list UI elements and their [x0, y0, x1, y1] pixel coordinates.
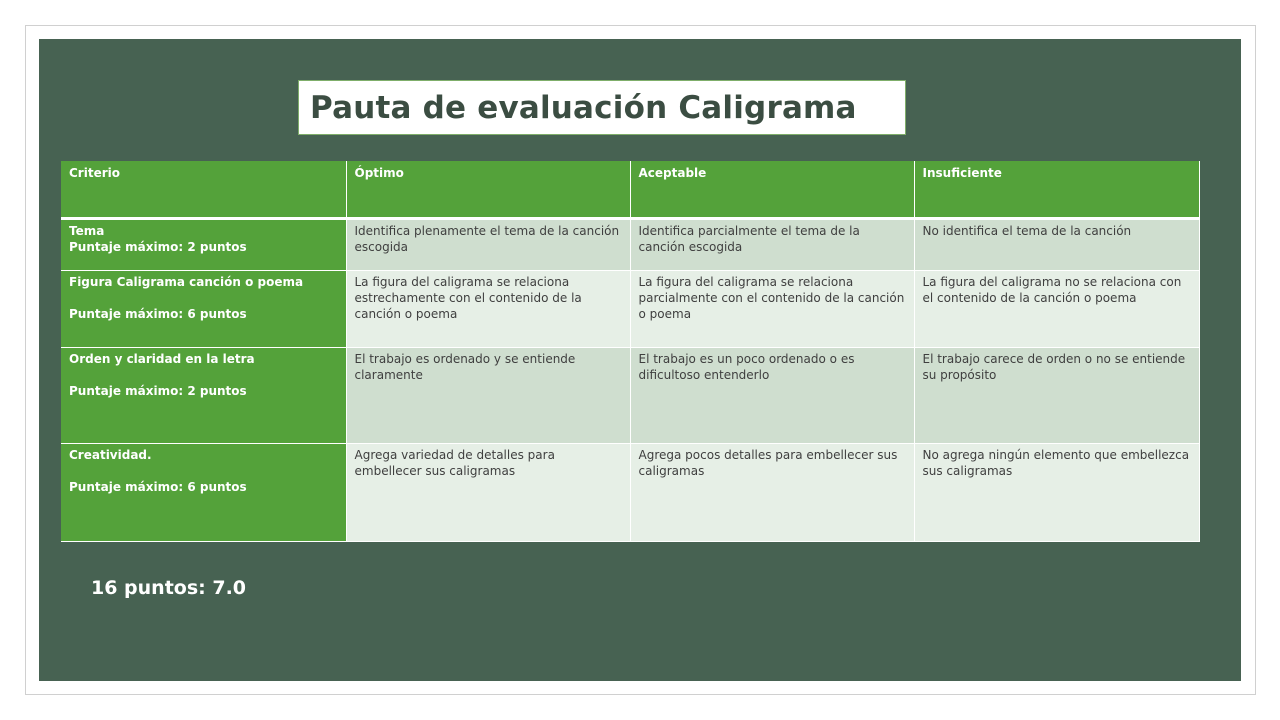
criterion-cell: [61, 270, 346, 347]
optimo-cell: El trabajo es ordenado y se entiende claramente: [346, 347, 630, 443]
criterion-score: Puntaje máximo: 6 puntos: [69, 306, 247, 321]
header-insuficiente: Insuficiente: [914, 161, 1199, 218]
header-aceptable: Aceptable: [630, 161, 914, 218]
rubric-table: [61, 161, 1200, 542]
insuficiente-cell: La figura del caligrama no se relaciona con el contenido de la canción o poema: [914, 270, 1199, 347]
criterion-cell: [61, 347, 346, 443]
aceptable-cell: La figura del caligrama se relaciona parcialmente con el contenido de la canción o poema: [630, 270, 914, 347]
criterion-score: Puntaje máximo: 2 puntos: [69, 239, 247, 254]
table-row: [61, 270, 1199, 347]
insuficiente-cell: El trabajo carece de orden o no se entiende su propósito: [914, 347, 1199, 443]
aceptable-cell: Identifica parcialmente el tema de la canción escogida: [630, 218, 914, 270]
criterion-name: Tema: [69, 223, 105, 238]
criterion-score: Puntaje máximo: 6 puntos: [69, 479, 247, 494]
insuficiente-cell: No agrega ningún elemento que embellezca sus caligramas: [914, 443, 1199, 541]
optimo-cell: Identifica plenamente el tema de la canción escogida: [346, 218, 630, 270]
aceptable-cell: Agrega pocos detalles para embellecer sus caligramas: [630, 443, 914, 541]
optimo-cell: La figura del caligrama se relaciona estrechamente con el contenido de la canción o poema: [346, 270, 630, 347]
table-row: [61, 218, 1199, 270]
title-box: [298, 80, 906, 135]
insuficiente-cell: No identifica el tema de la canción: [914, 218, 1199, 270]
optimo-cell: Agrega variedad de detalles para embellecer sus caligramas: [346, 443, 630, 541]
criterion-name: Creatividad.: [69, 447, 152, 462]
criterion-score: Puntaje máximo: 2 puntos: [69, 383, 247, 398]
criterion-name: Figura Caligrama canción o poema: [69, 274, 304, 289]
table-header-row: [61, 161, 1199, 218]
header-criterio: Criterio: [61, 161, 346, 218]
table-row: [61, 347, 1199, 443]
header-optimo: Óptimo: [346, 161, 630, 218]
aceptable-cell: El trabajo es un poco ordenado o es dificultoso entenderlo: [630, 347, 914, 443]
page-title: Pauta de evaluación Caligrama: [310, 89, 857, 126]
criterion-cell: [61, 443, 346, 541]
total-score: 16 puntos: 7.0: [91, 577, 247, 599]
table-row: [61, 443, 1199, 541]
criterion-cell: [61, 218, 346, 270]
criterion-name: Orden y claridad en la letra: [69, 351, 255, 366]
